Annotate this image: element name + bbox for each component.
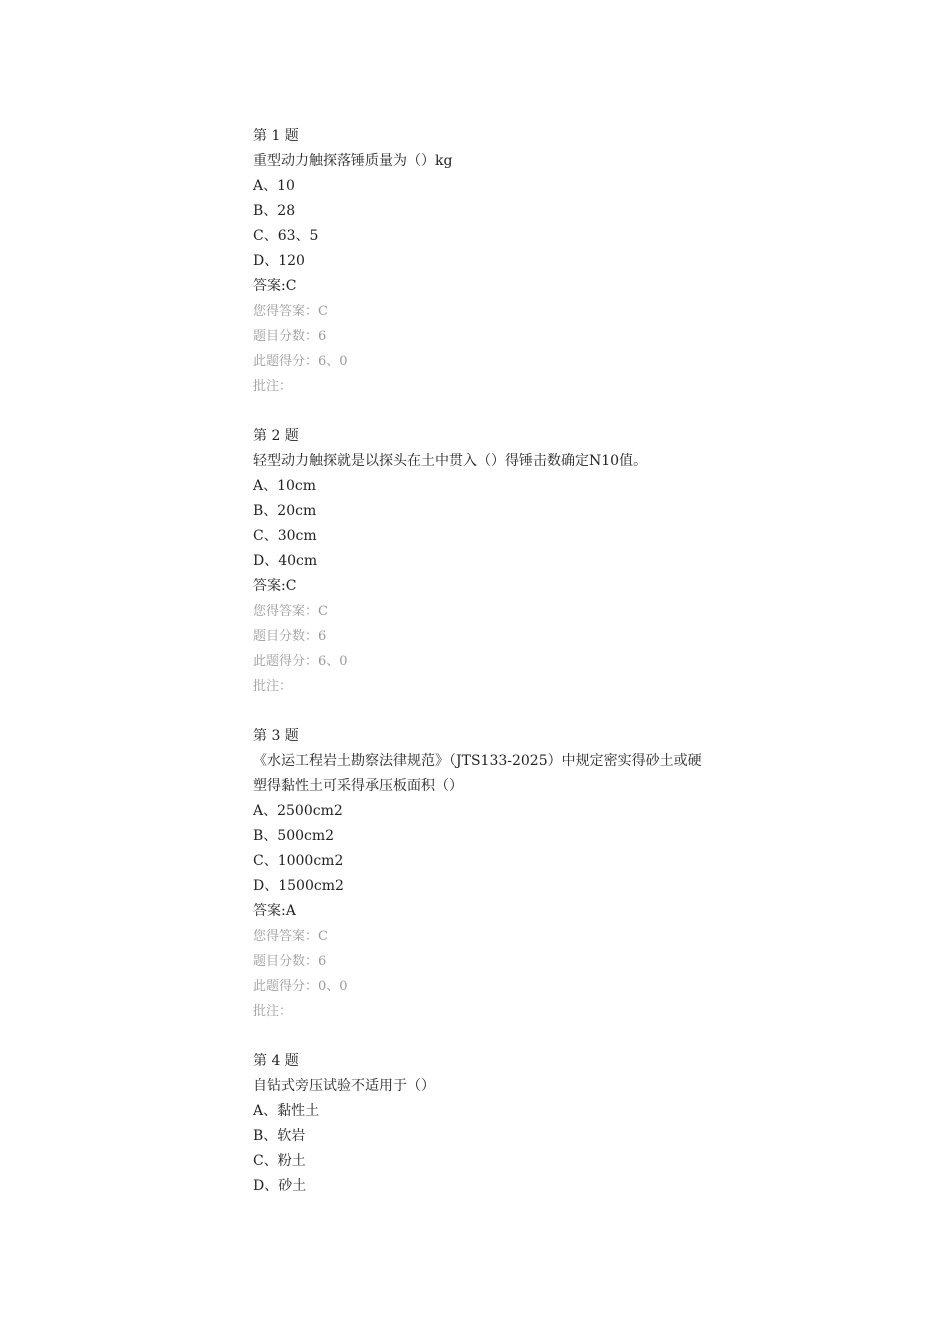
question-score: 题目分数：6 <box>253 629 327 644</box>
your-answer: 您得答案：C <box>253 304 328 319</box>
correct-answer: 答案:C <box>253 278 297 294</box>
option-d: D、120 <box>253 253 305 269</box>
question-stem: 自钻式旁压试验不适用于（） <box>253 1078 435 1094</box>
correct-answer: 答案:C <box>253 578 297 594</box>
option-c: C、63、5 <box>253 228 319 244</box>
your-answer: 您得答案：C <box>253 929 328 944</box>
comment: 批注： <box>253 1004 293 1019</box>
option-a: A、黏性土 <box>253 1103 320 1119</box>
earned-score: 此题得分：6、0 <box>253 354 348 369</box>
option-c: C、粉土 <box>253 1153 306 1169</box>
option-d: D、1500cm2 <box>253 878 344 894</box>
option-a: A、10cm <box>253 478 317 494</box>
correct-answer: 答案:A <box>253 903 296 919</box>
option-b: B、28 <box>253 203 296 219</box>
option-a: A、2500cm2 <box>253 803 343 819</box>
comment: 批注： <box>253 679 293 694</box>
question-number: 第 1 题 <box>253 128 299 144</box>
question-3 <box>253 724 713 1024</box>
question-4 <box>253 1049 713 1199</box>
option-d: D、砂土 <box>253 1178 307 1194</box>
question-stem: 轻型动力触探就是以探头在土中贯入（）得锤击数确定N10值。 <box>253 453 648 469</box>
earned-score: 此题得分：0、0 <box>253 979 348 994</box>
option-b: B、500cm2 <box>253 828 335 844</box>
option-c: C、30cm <box>253 528 317 544</box>
question-number: 第 4 题 <box>253 1053 299 1069</box>
question-score: 题目分数：6 <box>253 329 327 344</box>
option-b: B、20cm <box>253 503 317 519</box>
question-number: 第 3 题 <box>253 728 299 744</box>
exam-page <box>253 124 713 1224</box>
question-1 <box>253 124 713 399</box>
question-stem: 重型动力触探落锤质量为（）kg <box>253 153 453 169</box>
question-stem: 《水运工程岩土勘察法律规范》（JTS133-2025）中规定密实得砂土或硬塑得黏性土可采得承压板面积（） <box>253 753 702 794</box>
comment: 批注： <box>253 379 293 394</box>
your-answer: 您得答案：C <box>253 604 328 619</box>
option-d: D、40cm <box>253 553 318 569</box>
option-a: A、10 <box>253 178 295 194</box>
question-2 <box>253 424 713 699</box>
option-c: C、1000cm2 <box>253 853 344 869</box>
question-score: 题目分数：6 <box>253 954 327 969</box>
question-number: 第 2 题 <box>253 428 299 444</box>
option-b: B、软岩 <box>253 1128 306 1144</box>
earned-score: 此题得分：6、0 <box>253 654 348 669</box>
